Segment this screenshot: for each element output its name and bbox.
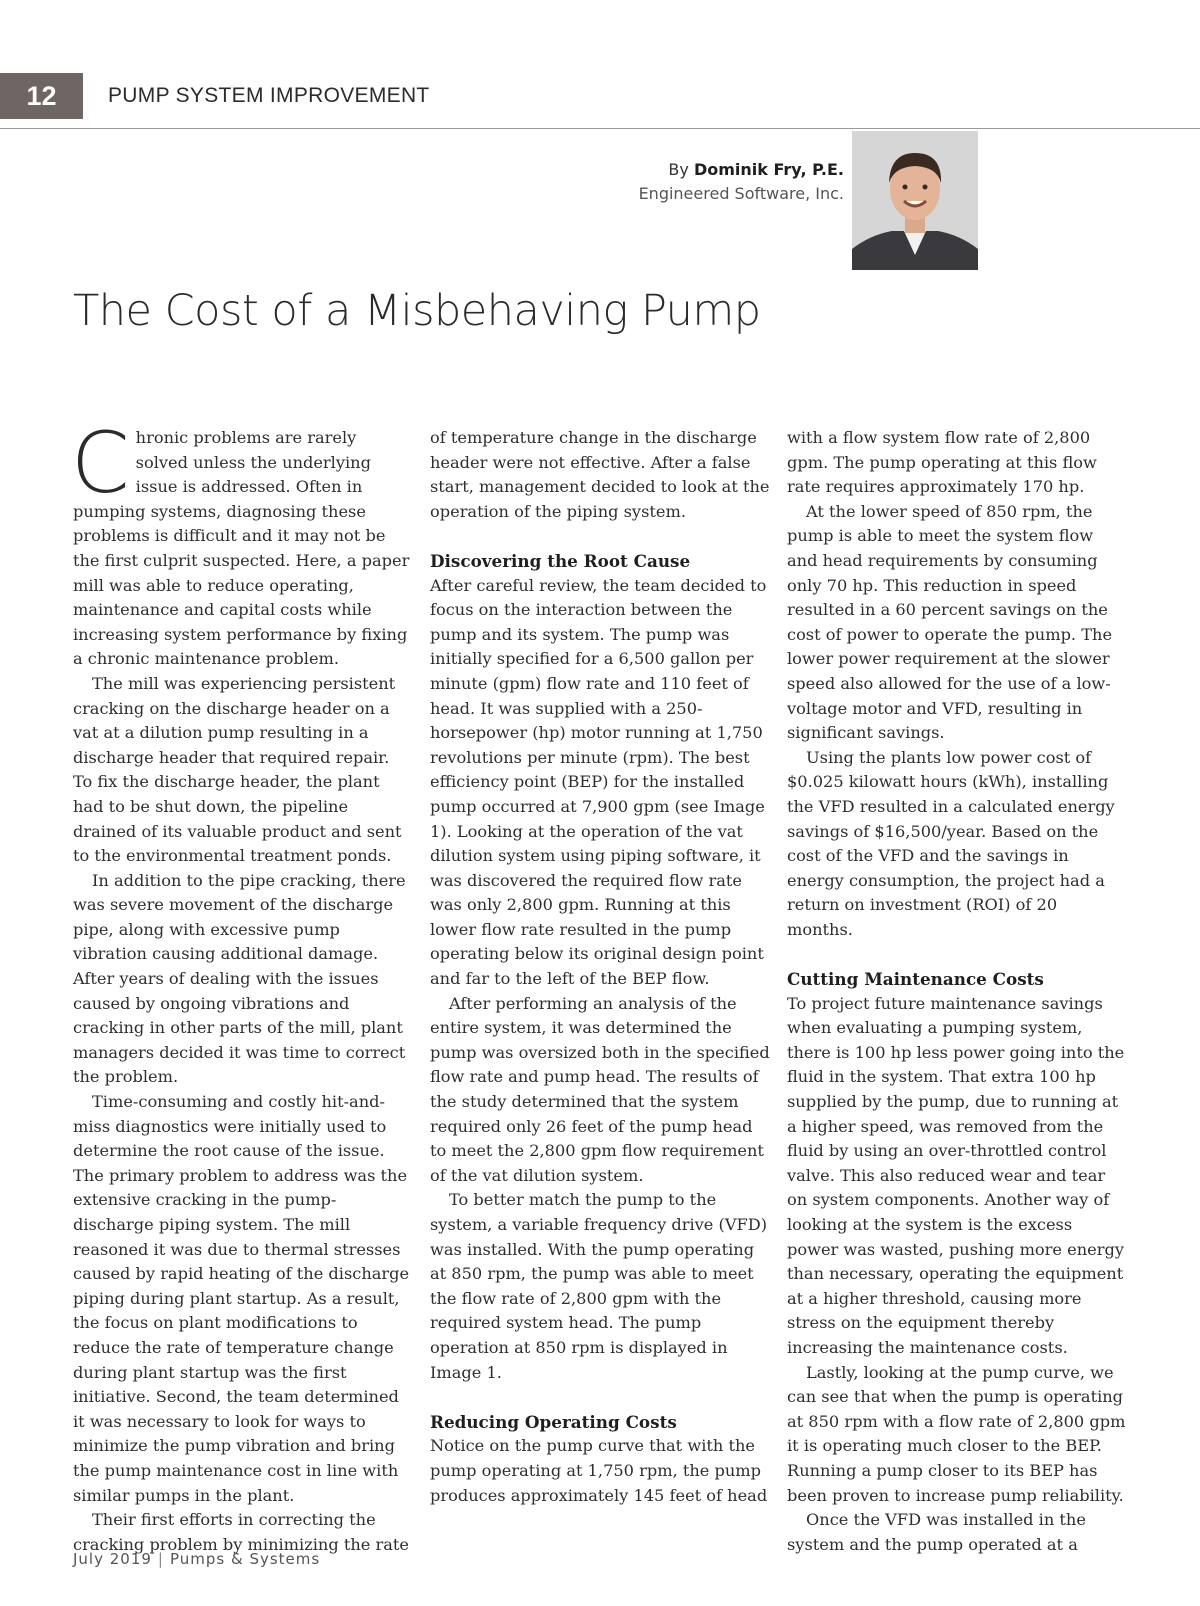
- byline-prefix: By: [668, 160, 689, 179]
- paragraph: Notice on the pump curve that with the pump operating at 1,750 rpm, the pump produces approximately 145 feet of head: [430, 1436, 768, 1505]
- page-footer: [73, 1550, 320, 1568]
- section-title: PUMP SYSTEM IMPROVEMENT: [108, 84, 430, 107]
- paragraph: Using the plants low power cost of $0.025 kilowatt hours (kWh), installing the VFD resulted in a calculated energy savings of $16,500/year. Based on the cost of the VFD and the savings in energy consumption, the project had a return on investment (ROI) of 20 months.: [787, 747, 1115, 939]
- issue-date: July 2019: [73, 1550, 152, 1568]
- drop-cap: C: [71, 414, 130, 512]
- article-title: The Cost of a Misbehaving Pump: [73, 286, 761, 336]
- subheading-operating-costs: Reducing Operating Costs: [430, 1411, 677, 1432]
- paragraph: After performing an analysis of the entire system, it was determined the pump was oversized both in the specified flow rate and pump head. The results of the study determined that the system required only 26 feet of the pump head to meet the 2,800 gpm flow requirement of the vat dilution system.: [430, 993, 770, 1185]
- paragraph: Their first efforts in correcting the cracking problem by minimizing the rate: [73, 1510, 409, 1554]
- column-3: [787, 426, 1127, 1557]
- paragraph: of temperature change in the discharge header were not effective. After a false start, management decided to look at the operation of the piping system.: [430, 428, 770, 521]
- paragraph: [71, 414, 413, 672]
- column-1: [71, 414, 413, 1557]
- column-2: [430, 426, 770, 1508]
- page-number: 12: [0, 73, 83, 119]
- paragraph: To better match the pump to the system, a variable frequency drive (VFD) was installed. With the pump operating at 850 rpm, the pump was able to meet the flow rate of 2,800 gpm with the required system head. The pump operation at 850 rpm is displayed in Image 1.: [430, 1190, 768, 1382]
- paragraph-text: hronic problems are rarely solved unless the underlying issue is addressed. Often in pumping systems, diagnosing these problems is difficult and it may not be the first culprit suspected. Here, a paper mill was able to reduce operating, maintenance and capital costs while increasing system performance by fixing a chronic maintenance problem.: [73, 428, 410, 669]
- paragraph: Lastly, looking at the pump curve, we can see that when the pump is operating at 850 rpm with a flow rate of 2,800 gpm it is operating much closer to the BEP. Running a pump closer to its BEP has been proven to increase pump reliability.: [787, 1362, 1126, 1505]
- author-portrait-icon: [852, 131, 978, 270]
- paragraph: with a flow system flow rate of 2,800 gpm. The pump operating at this flow rate requires approximately 170 hp.: [787, 428, 1097, 497]
- paragraph: After careful review, the team decided to focus on the interaction between the pump and its system. The pump was initially specified for a 6,500 gallon per minute (gpm) flow rate and 110 feet of head. It was supplied with a 250-horsepower (hp) motor running at 1,750 revolutions per minute (rpm). The best efficiency point (BEP) for the installed pump occurred at 7,900 gpm (see Image 1). Looking at the operation of the vat dilution system using piping software, it was discovered the required flow rate was only 2,800 gpm. Running at this lower flow rate resulted in the pump operating below its original design point and far to the left of the BEP flow.: [430, 575, 767, 989]
- footer-separator: |: [157, 1550, 164, 1568]
- paragraph: The mill was experiencing persistent cracking on the discharge header on a vat at a dilution pump resulting in a discharge header that required repair. To fix the discharge header, the plant had to be shut down, the pipeline drained of its valuable product and sent to the environmental treatment ponds.: [73, 673, 402, 866]
- paragraph: Once the VFD was installed in the system and the pump operated at a: [787, 1510, 1086, 1554]
- author-name: Dominik Fry, P.E.: [693, 160, 844, 179]
- subheading-maintenance-costs: Cutting Maintenance Costs: [787, 969, 1044, 990]
- byline: [639, 158, 844, 206]
- publication-name: Pumps & Systems: [169, 1550, 321, 1568]
- subheading-root-cause: Discovering the Root Cause: [430, 550, 691, 571]
- author-photo: [852, 131, 978, 270]
- paragraph: In addition to the pipe cracking, there was severe movement of the discharge pipe, along with excessive pump vibration causing additional damage. After years of dealing with the issues caused by ongoing vibrations and cracking in other parts of the mill, plant managers decided it was time to correct the problem.: [73, 870, 406, 1087]
- header-divider: [0, 128, 1200, 129]
- author-affiliation: Engineered Software, Inc.: [638, 184, 844, 203]
- paragraph: At the lower speed of 850 rpm, the pump is able to meet the system flow and head requirements by consuming only 70 hp. This reduction in speed resulted in a 60 percent savings on the cost of power to operate the pump. The lower power requirement at the slower speed also allowed for the use of a low-voltage motor and VFD, resulting in significant savings.: [787, 501, 1113, 743]
- paragraph: Time-consuming and costly hit-and-miss diagnostics were initially used to determine the root cause of the issue. The primary problem to address was the extensive cracking in the pump-discharge piping system. The mill reasoned it was due to thermal stresses caused by rapid heating of the discharge piping during plant startup. As a result, the focus on plant modifications to reduce the rate of temperature change during plant startup was the first initiative. Second, the team determined it was necessary to look for ways to minimize the pump vibration and bring the pump maintenance cost in line with similar pumps in the plant.: [73, 1092, 410, 1505]
- paragraph: To project future maintenance savings when evaluating a pumping system, there is 100 hp less power going into the fluid in the system. That extra 100 hp supplied by the pump, due to running at a higher speed, was removed from the fluid by using an over-throttled control valve. This also reduced wear and tear on system components. Another way of looking at the system is the excess power was wasted, pushing more energy than necessary, operating the equipment at a higher threshold, causing more stress on the equipment thereby increasing the maintenance costs.: [787, 993, 1125, 1357]
